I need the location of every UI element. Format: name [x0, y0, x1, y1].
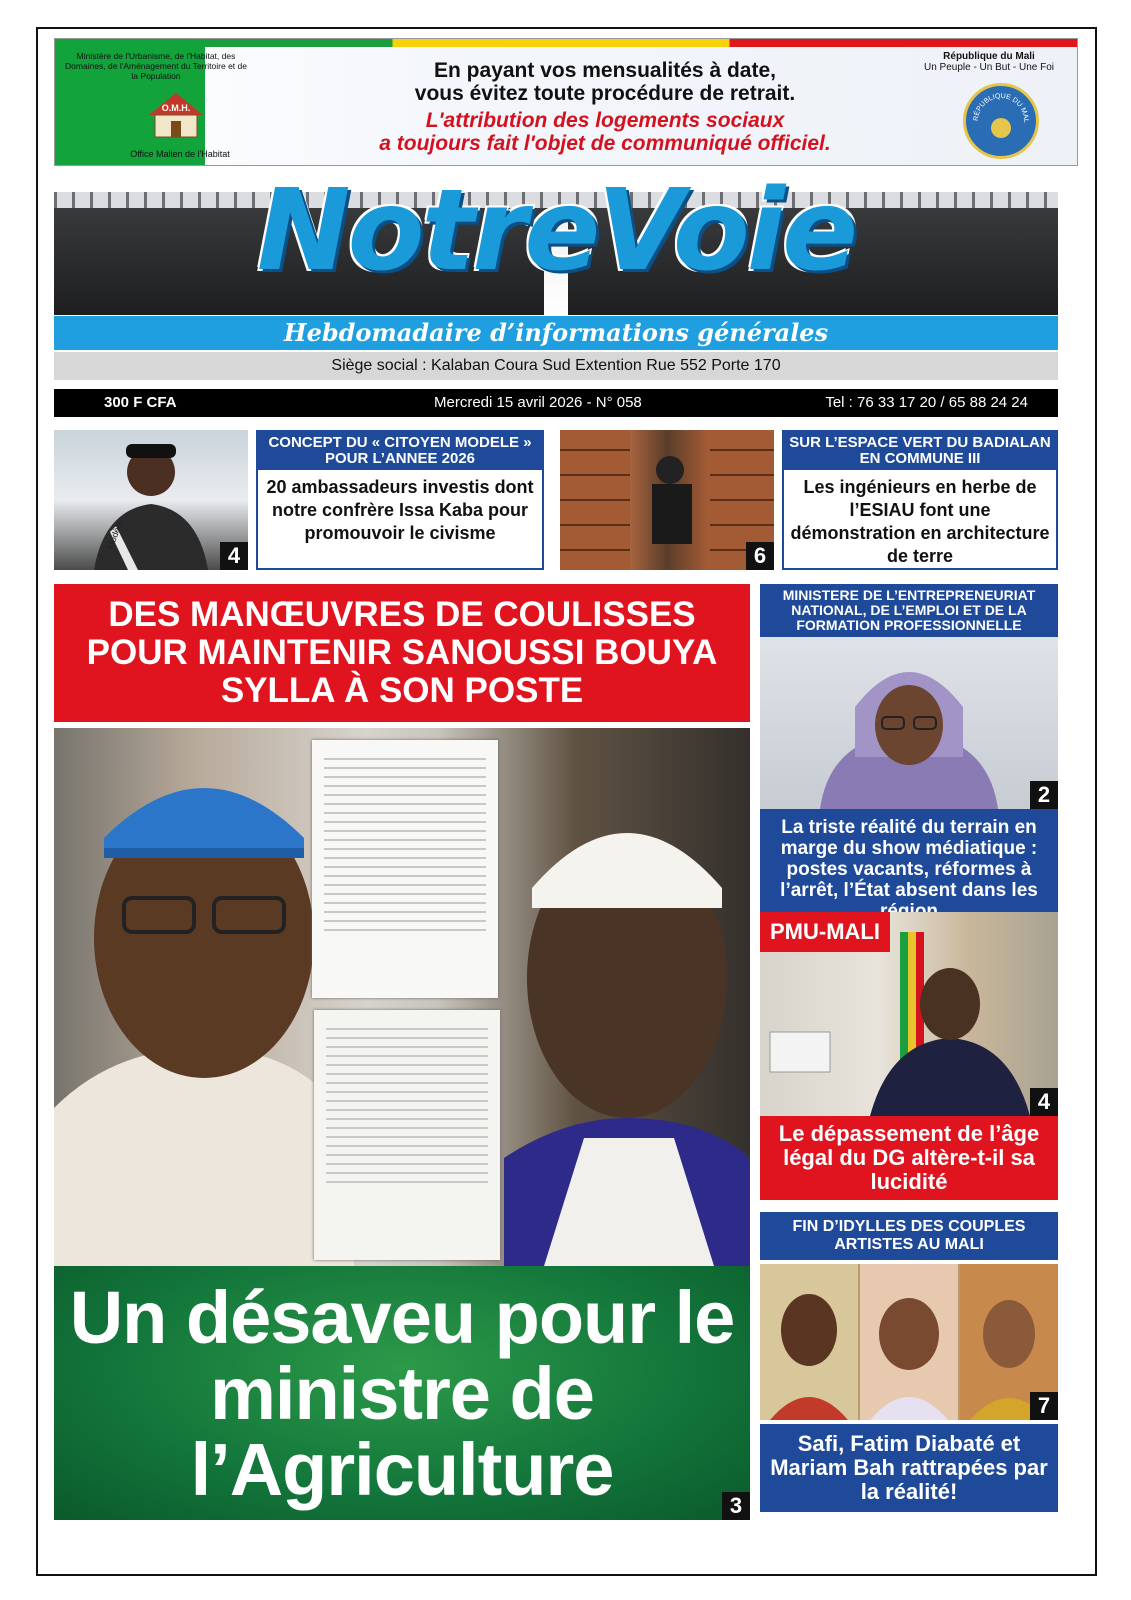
mali-seal-icon	[963, 83, 1039, 159]
artists-text: Safi, Fatim Diabaté et Mariam Bah rattrapées par la réalité!	[760, 1424, 1058, 1512]
three-women-portrait-icon	[760, 1264, 1058, 1420]
seal-text: RÉPUBLIQUE DU MAL	[972, 92, 1030, 123]
ministry-kicker: MINISTERE DE L’ENTREPRENEURIAT NATIONAL, DE L’EMPLOI ET DE LA FORMATION PROFESSIONNELLE	[760, 584, 1058, 637]
newspaper-title[interactable]: NotreVoie	[256, 170, 856, 296]
republic-motto: Un Peuple - Un But - Une Foi	[923, 62, 1055, 73]
ad-line-3: L'attribution des logements sociaux	[425, 109, 785, 132]
brick-wall-icon	[560, 430, 774, 570]
sash-label: Modèle	[105, 519, 125, 551]
svg-text:RÉPUBLIQUE DU MALI	[966, 86, 1029, 123]
teaser-2-photo[interactable]	[560, 430, 774, 570]
head-office-address: Siège social : Kalaban Coura Sud Extention Rue 552 Porte 170	[54, 352, 1058, 380]
omh-logo-text: O.M.H.	[161, 103, 191, 113]
omh-label: Office Malien de l'Habitat	[130, 149, 230, 159]
omh-logo-icon	[147, 91, 205, 141]
masthead-subtitle: Hebdomadaire d’informations générales	[54, 316, 1058, 350]
teaser-2-kicker: SUR L’ESPACE VERT DU BADIALAN EN COMMUNE III	[784, 432, 1056, 470]
mali-flag-stripe	[55, 39, 1077, 47]
page-number-badge: 4	[220, 542, 248, 570]
republic-label	[909, 51, 1069, 73]
masthead	[54, 170, 1058, 315]
ministry-text: La triste réalité du terrain en marge du show médiatique : postes vacants, réformes à l’arrêt, l’État absent dans les	[760, 809, 1058, 930]
teaser-1-photo[interactable]	[54, 430, 248, 570]
person-silhouette-icon	[54, 430, 248, 570]
page-number-badge: 4	[1030, 1088, 1058, 1116]
issue-price: 300 F CFA	[104, 394, 177, 411]
artists-story[interactable]	[760, 1212, 1058, 1512]
pmu-text: Le dépassement de l’âge légal du DG altère-t-il sa lucidité	[760, 1116, 1058, 1200]
teaser-1[interactable]	[256, 430, 544, 570]
pmu-story[interactable]	[760, 912, 1058, 1200]
issue-date-number: Mercredi 15 avril 2026 - N° 058	[434, 394, 642, 411]
ad-ministry-name: Ministère de l'Urbanisme, de l'Habitat, des Domaines, de l'Aménagement du Territoire et de la Population	[65, 51, 247, 81]
phone-numbers: Tel : 76 33 17 20 / 65 88 24 24	[825, 394, 1028, 411]
lead-headline[interactable]: DES MANŒUVRES DE COULISSES POUR MAINTENIR SANOUSSI BOUYA SYLLA À SON POSTE	[54, 584, 750, 722]
woman-portrait-icon	[760, 637, 1058, 809]
page-number-badge: 7	[1030, 1392, 1058, 1420]
pmu-dg-photo	[760, 912, 1058, 1116]
ad-line-4: a toujours fait l'objet de communiqué officiel.	[379, 132, 831, 155]
minister-photo	[760, 637, 1058, 809]
ad-line-1: En payant vos mensualités à date,	[434, 59, 776, 82]
teaser-2[interactable]	[782, 430, 1058, 570]
artists-photo	[760, 1264, 1058, 1420]
lead-subheadline[interactable]: Un désaveu pour le ministre de l’Agriculture	[54, 1266, 750, 1520]
page-number-badge: 2	[1030, 781, 1058, 809]
man-right-photo-icon	[504, 738, 750, 1266]
man-left-photo-icon	[54, 748, 354, 1266]
lead-photo[interactable]	[54, 728, 750, 1266]
document-page-2	[314, 1010, 500, 1260]
issue-info-bar	[54, 389, 1058, 417]
page-number-badge: 6	[746, 542, 774, 570]
ad-banner[interactable]	[54, 38, 1078, 166]
page-number-badge: 3	[722, 1492, 750, 1520]
document-page-1	[312, 740, 498, 998]
ad-line-2: vous évitez toute procédure de retrait.	[414, 82, 796, 105]
ministry-story[interactable]	[760, 584, 1058, 930]
ad-message	[265, 59, 945, 155]
pmu-tag: PMU-MALI	[760, 912, 890, 952]
teaser-1-text: 20 ambassadeurs investis dont notre confrère Issa Kaba pour promouvoir le civisme	[266, 477, 534, 543]
artists-kicker: FIN D’IDYLLES DES COUPLES ARTISTES AU MALI	[760, 1212, 1058, 1260]
teaser-2-text: Les ingénieurs en herbe de l’ESIAU font une démonstration en architecture de terre	[790, 477, 1050, 566]
teaser-1-kicker: CONCEPT DU « CITOYEN MODELE » POUR L’ANNEE 2026	[258, 432, 542, 470]
republic-name: République du Mali	[943, 51, 1035, 62]
